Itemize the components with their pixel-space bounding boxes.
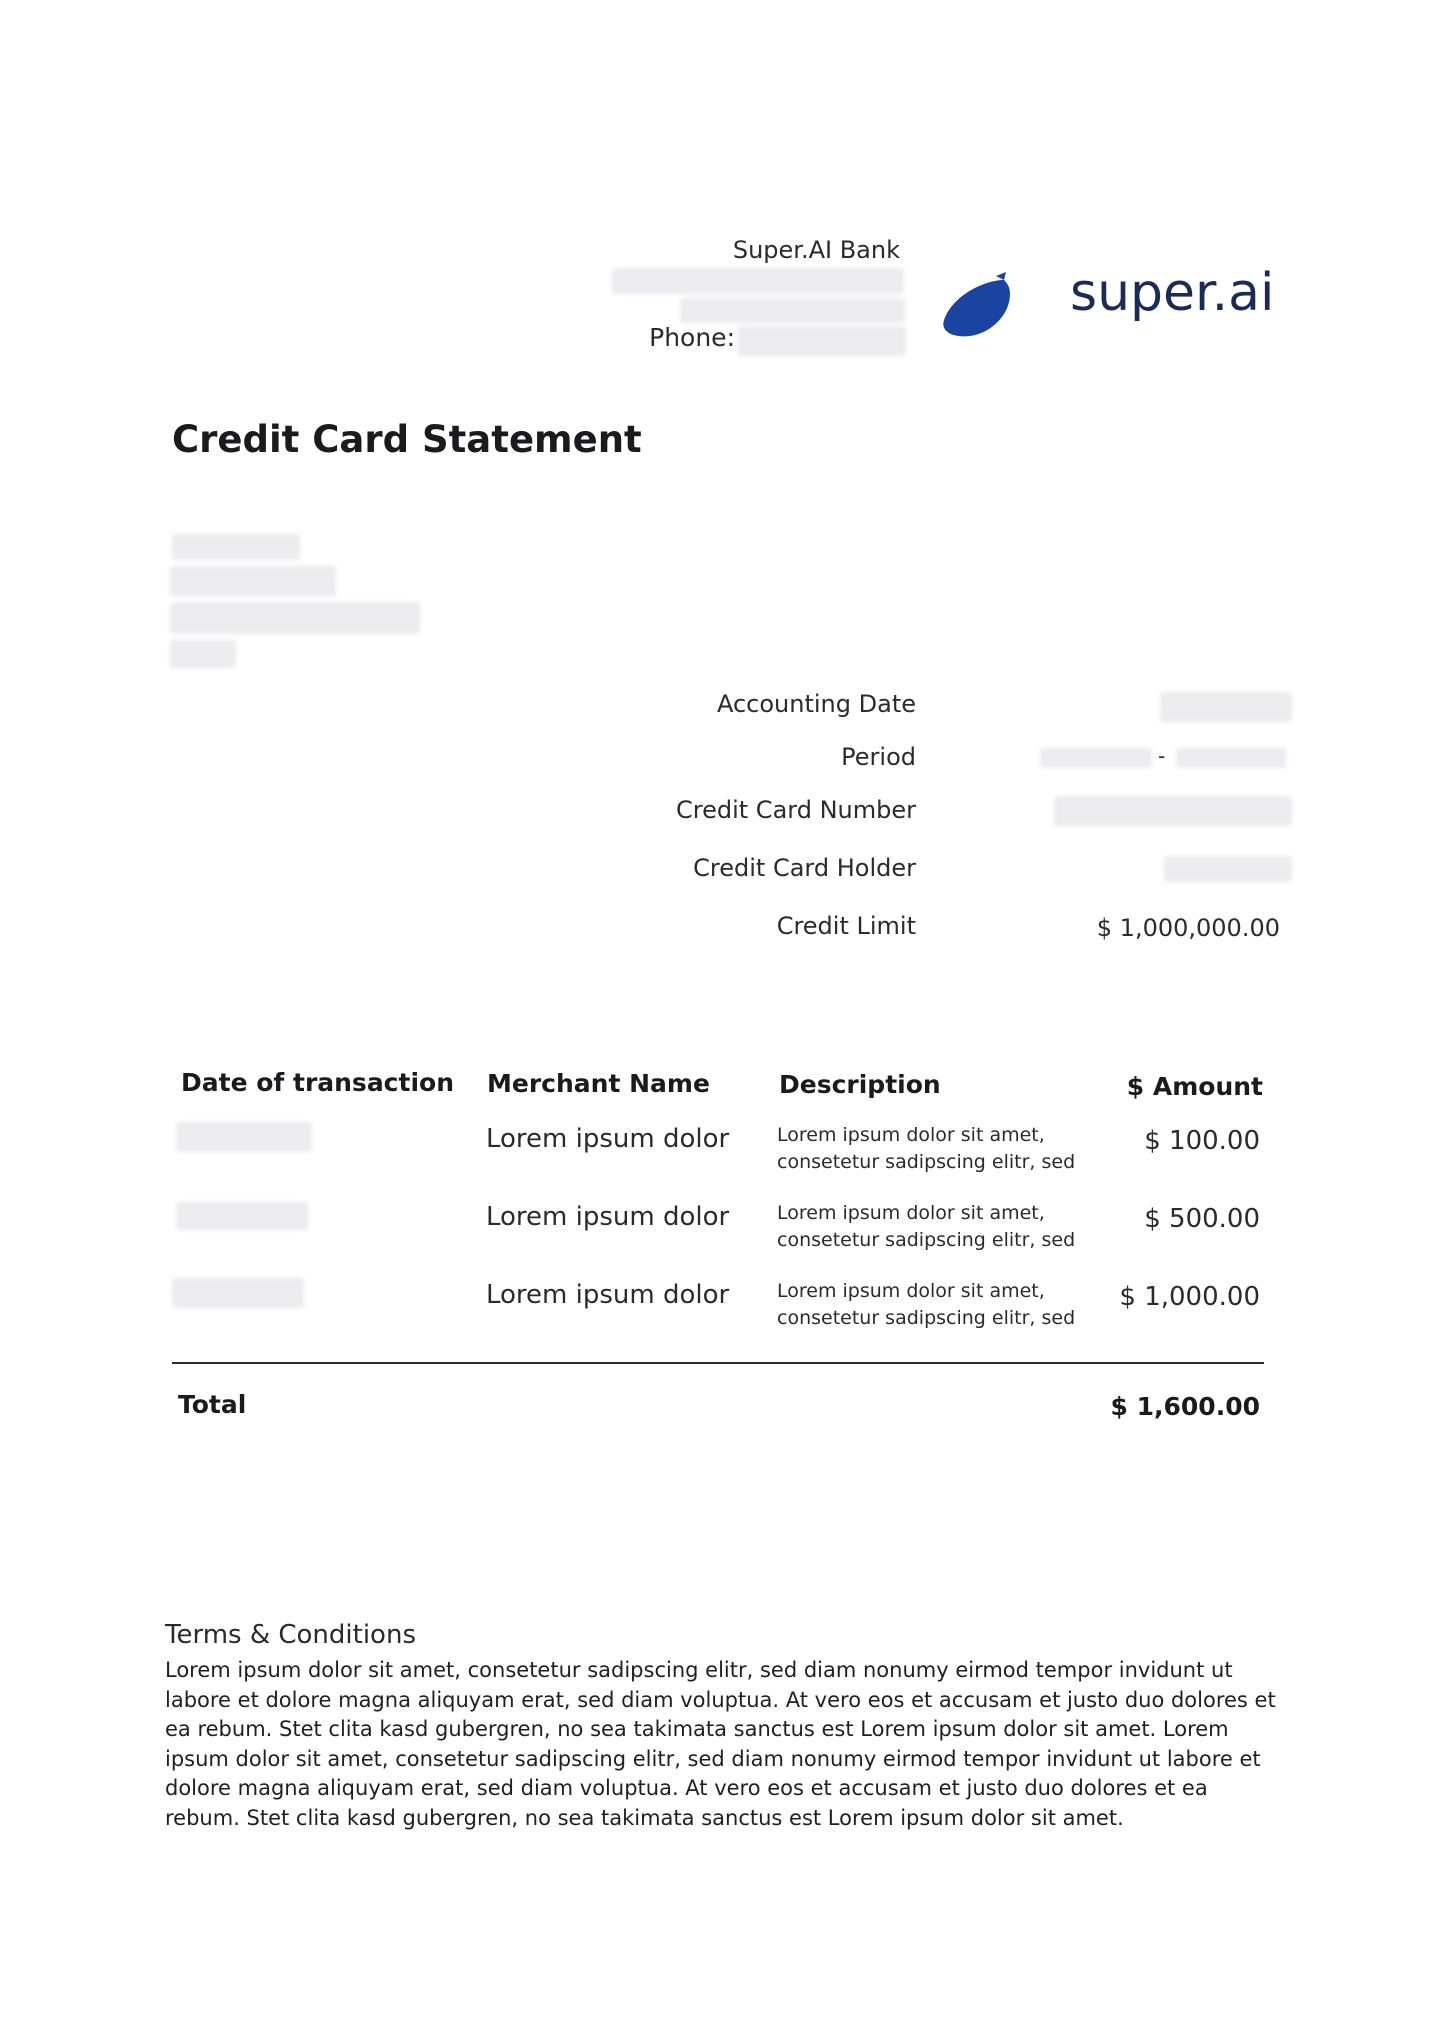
redacted-period-end xyxy=(1176,748,1286,768)
logo-wordmark: super.ai xyxy=(1070,263,1275,323)
redacted-transaction-date xyxy=(172,1278,304,1308)
transaction-amount: $ 100.00 xyxy=(1144,1126,1260,1156)
redacted-customer-name xyxy=(172,534,300,560)
bank-logo xyxy=(940,262,1320,342)
transaction-description xyxy=(777,1122,1107,1176)
redacted-customer-city xyxy=(170,602,420,634)
column-header-description: Description xyxy=(779,1070,941,1099)
total-divider xyxy=(172,1362,1264,1364)
merchant-name: Lorem ipsum dolor xyxy=(486,1280,730,1310)
redacted-bank-city xyxy=(680,298,905,323)
redacted-transaction-date xyxy=(176,1202,308,1230)
description-line: consetetur sadipscing elitr, sed xyxy=(777,1229,1076,1251)
total-value: $ 1,600.00 xyxy=(1110,1392,1260,1421)
description-line: Lorem ipsum dolor sit amet, xyxy=(777,1280,1045,1302)
summary-label-card-holder: Credit Card Holder xyxy=(693,854,916,882)
redacted-card-number xyxy=(1054,796,1292,826)
redacted-transaction-date xyxy=(176,1122,312,1152)
transaction-description xyxy=(777,1200,1107,1254)
bank-name: Super.AI Bank xyxy=(732,236,900,264)
total-label: Total xyxy=(178,1390,247,1419)
description-line: consetetur sadipscing elitr, sed xyxy=(777,1151,1076,1173)
credit-limit-value: $ 1,000,000.00 xyxy=(1096,914,1280,942)
summary-label-credit-limit: Credit Limit xyxy=(776,912,916,940)
merchant-name: Lorem ipsum dolor xyxy=(486,1124,730,1154)
column-header-amount: $ Amount xyxy=(1126,1072,1263,1101)
description-line: Lorem ipsum dolor sit amet, xyxy=(777,1202,1045,1224)
transaction-description xyxy=(777,1278,1107,1332)
redacted-bank-address xyxy=(612,268,904,294)
redacted-phone-number xyxy=(738,326,906,356)
summary-label-accounting-date: Accounting Date xyxy=(716,690,916,718)
transaction-amount: $ 1,000.00 xyxy=(1119,1282,1260,1312)
column-header-merchant: Merchant Name xyxy=(487,1069,710,1098)
redacted-accounting-date xyxy=(1160,692,1292,722)
page-title: Credit Card Statement xyxy=(172,418,642,461)
period-separator: - xyxy=(1158,744,1166,768)
terms-body: Lorem ipsum dolor sit amet, consetetur sadipscing elitr, sed diam nonumy eirmod tempor invidunt ut labore et dolore magna aliquyam erat, sed diam voluptua. At vero eos et accusam et justo duo dolores et ea rebum. Stet clita kasd gubergren, no sea takimata sanctus est Lorem ipsum dolor sit amet. Lorem ipsum dolor sit amet, consetetur sadipscing elitr, sed diam nonumy eirmod tempor invidunt ut labore et dolore magna aliquyam erat, sed diam voluptua. At vero eos et accusam et justo duo dolores et ea rebum. Stet clita kasd gubergren, no sea takimata sanctus est Lorem ipsum dolor sit amet. xyxy=(165,1658,1276,1830)
logo-mark-icon xyxy=(940,262,1320,342)
terms-title: Terms & Conditions xyxy=(165,1620,416,1650)
description-line: Lorem ipsum dolor sit amet, xyxy=(777,1124,1045,1146)
summary-label-card-number: Credit Card Number xyxy=(676,796,916,824)
redacted-card-holder xyxy=(1164,856,1292,882)
redacted-customer-country xyxy=(170,640,236,668)
description-line: consetetur sadipscing elitr, sed xyxy=(777,1307,1076,1329)
redacted-customer-street xyxy=(170,566,336,596)
merchant-name: Lorem ipsum dolor xyxy=(486,1202,730,1232)
transaction-amount: $ 500.00 xyxy=(1144,1204,1260,1234)
phone-label: Phone: xyxy=(649,323,735,352)
summary-label-period: Period xyxy=(841,743,916,771)
column-header-date: Date of transaction xyxy=(181,1068,454,1097)
redacted-period-start xyxy=(1040,748,1152,768)
